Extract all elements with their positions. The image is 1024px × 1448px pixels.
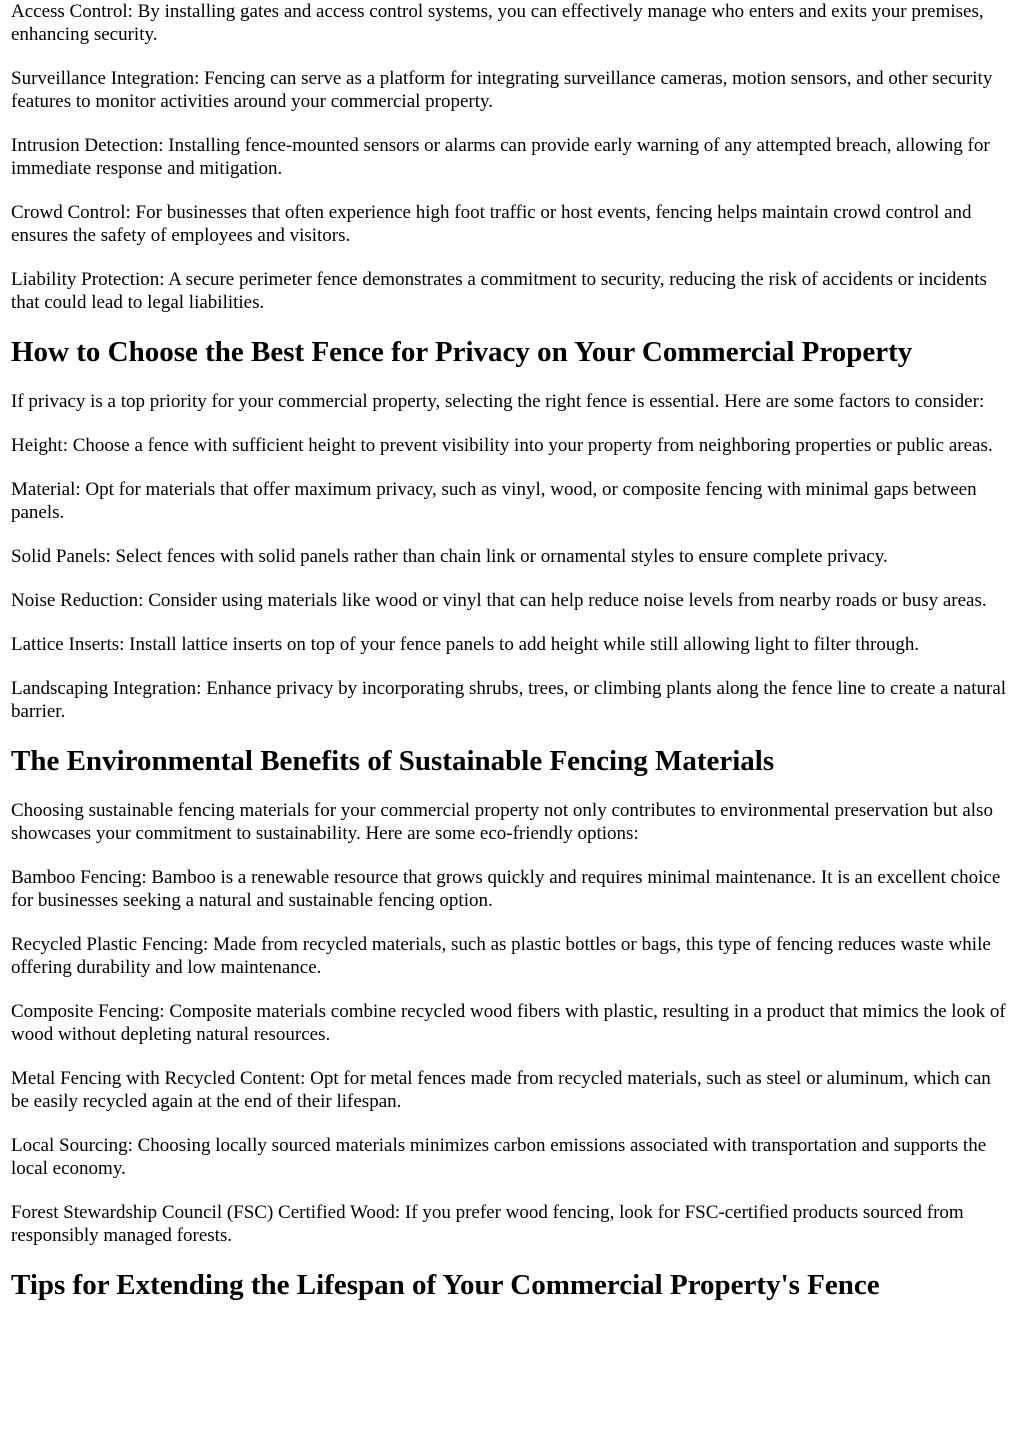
paragraph-metal-fencing: Metal Fencing with Recycled Content: Opt for metal fences made from recycled materials, such as steel or aluminum, which can be easily recycled again at the end of their lifespan.: [11, 1068, 991, 1112]
paragraph-solid-panels: Solid Panels: Select fences with solid panels rather than chain link or ornamental styles to ensure complete privacy.: [11, 546, 888, 567]
paragraph-privacy-intro: If privacy is a top priority for your commercial property, selecting the right fence is essential. Here are some factors to consider:: [11, 391, 985, 412]
sustainable-materials-section: [11, 744, 1011, 1247]
paragraph-bamboo-fencing: Bamboo Fencing: Bamboo is a renewable resource that grows quickly and requires minimal maintenance. It is an excellent choice for businesses seeking a natural and sustainable fencing option.: [11, 867, 1001, 911]
paragraph-local-sourcing: Local Sourcing: Choosing locally sourced materials minimizes carbon emissions associated with transportation and supports the local economy.: [11, 1135, 987, 1179]
security-benefits-section: [11, 0, 1011, 314]
lifespan-tips-section: [11, 1268, 1011, 1302]
paragraph-noise-reduction: Noise Reduction: Consider using materials like wood or vinyl that can help reduce noise levels from nearby roads or busy areas.: [11, 590, 987, 611]
paragraph-recycled-plastic-fencing: Recycled Plastic Fencing: Made from recycled materials, such as plastic bottles or bags, this type of fencing reduces waste while offering durability and low maintenance.: [11, 934, 991, 978]
paragraph-material: Material: Opt for materials that offer maximum privacy, such as vinyl, wood, or composite fencing with minimal gaps between panels.: [11, 479, 977, 523]
paragraph-liability-protection: Liability Protection: A secure perimeter fence demonstrates a commitment to security, reducing the risk of accidents or incidents that could lead to legal liabilities.: [11, 269, 987, 313]
document-page: [11, 0, 1011, 1323]
paragraph-surveillance-integration: Surveillance Integration: Fencing can serve as a platform for integrating surveillance cameras, motion sensors, and other security features to monitor activities around your commercial property.: [11, 68, 993, 112]
section-heading-lifespan: Tips for Extending the Lifespan of Your Commercial Property's Fence: [11, 1269, 880, 1301]
paragraph-height: Height: Choose a fence with sufficient height to prevent visibility into your property from neighboring properties or public areas.: [11, 435, 993, 456]
section-heading-environmental: The Environmental Benefits of Sustainable Fencing Materials: [11, 745, 775, 777]
section-heading-privacy: How to Choose the Best Fence for Privacy on Your Commercial Property: [11, 336, 913, 368]
privacy-fence-section: [11, 335, 1011, 723]
paragraph-landscaping-integration: Landscaping Integration: Enhance privacy by incorporating shrubs, trees, or climbing plants along the fence line to create a natural barrier.: [11, 678, 1007, 722]
paragraph-fsc-certified-wood: Forest Stewardship Council (FSC) Certified Wood: If you prefer wood fencing, look for FSC-certified products sourced from responsibly managed forests.: [11, 1202, 964, 1246]
paragraph-lattice-inserts: Lattice Inserts: Install lattice inserts on top of your fence panels to add height while still allowing light to filter through.: [11, 634, 920, 655]
paragraph-composite-fencing: Composite Fencing: Composite materials combine recycled wood fibers with plastic, resulting in a product that mimics the look of wood without depleting natural resources.: [11, 1001, 1006, 1045]
paragraph-crowd-control: Crowd Control: For businesses that often experience high foot traffic or host events, fencing helps maintain crowd control and ensures the safety of employees and visitors.: [11, 202, 972, 246]
paragraph-sustainable-intro: Choosing sustainable fencing materials for your commercial property not only contributes to environmental preservation but also showcases your commitment to sustainability. Here are some eco-friendly options:: [11, 800, 993, 844]
paragraph-intrusion-detection: Intrusion Detection: Installing fence-mounted sensors or alarms can provide early warning of any attempted breach, allowing for immediate response and mitigation.: [11, 135, 990, 179]
paragraph-access-control: Access Control: By installing gates and access control systems, you can effectively manage who enters and exits your premises, enhancing security.: [11, 1, 984, 45]
